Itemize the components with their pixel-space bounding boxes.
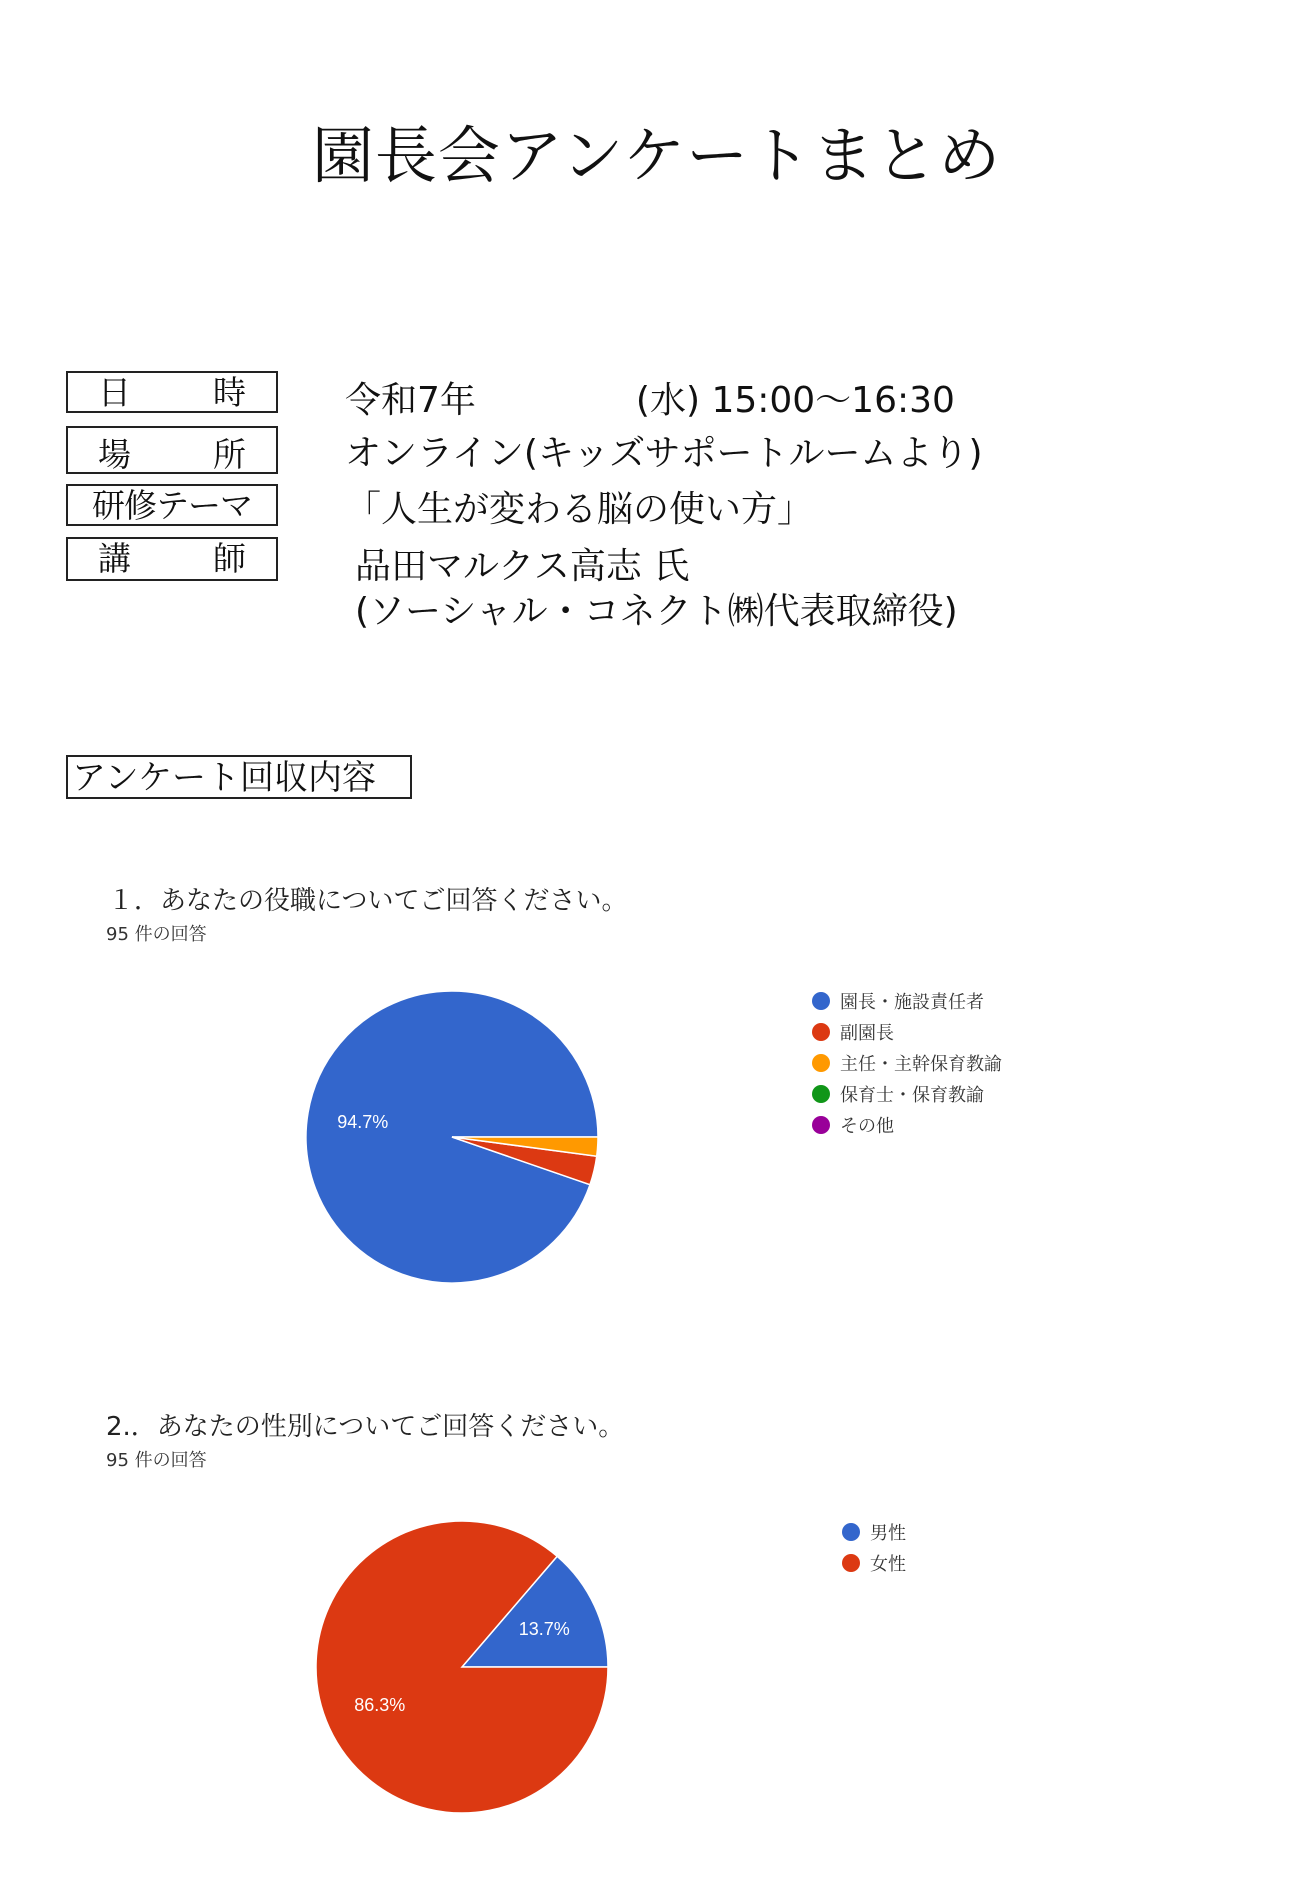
chart1-legend-dot-2: [812, 1054, 830, 1072]
chart1-legend-item-3: [812, 1078, 1002, 1109]
survey-section-title: アンケート回収内容: [66, 755, 412, 799]
date-label: 日 時: [66, 371, 278, 413]
chart1-legend-item-4: [812, 1109, 1002, 1140]
chart2-legend-item-0: [842, 1516, 906, 1547]
lecturer-label: 講 師: [66, 537, 278, 581]
chart2-data-label-0: 13.7%: [518, 1619, 570, 1640]
page-title: 園長会アンケートまとめ: [311, 118, 1002, 192]
chart1-pie: [300, 985, 620, 1295]
chart2-response-count: 95 件の回答: [106, 1450, 207, 1471]
chart1-legend-label-1: 副園長: [840, 1022, 894, 1044]
chart1-title: １．あなたの役職についてご回答ください。: [108, 886, 628, 916]
chart2-legend-label-1: 女性: [870, 1553, 906, 1575]
chart1-legend-label-2: 主任・主幹保育教諭: [840, 1053, 1002, 1075]
chart1-data-label-0: 94.7%: [337, 1111, 389, 1132]
chart1-legend-dot-3: [812, 1085, 830, 1103]
theme-label: 研修テーマ: [66, 484, 278, 526]
chart2-legend-label-0: 男性: [870, 1522, 906, 1544]
chart2-legend-dot-0: [842, 1523, 860, 1541]
lecturer-affiliation: (ソーシャル・コネクト㈱代表取締役): [355, 591, 958, 632]
chart1-legend-dot-0: [812, 992, 830, 1010]
lecturer-name: 品田マルクス高志 氏: [355, 546, 690, 587]
place-label: 場 所: [66, 426, 278, 474]
chart1-legend-label-3: 保育士・保育教諭: [840, 1084, 984, 1106]
chart1-legend-item-2: [812, 1047, 1002, 1078]
chart1-legend-item-0: [812, 985, 1002, 1016]
chart1-response-count: 95 件の回答: [106, 924, 207, 945]
theme-value: 「人生が変わる脳の使い方」: [345, 489, 814, 530]
chart1-legend-dot-1: [812, 1023, 830, 1041]
chart2-legend-dot-1: [842, 1554, 860, 1572]
chart1-legend-label-4: その他: [840, 1115, 894, 1137]
chart1-legend-dot-4: [812, 1116, 830, 1134]
chart2-legend: [842, 1516, 906, 1578]
place-value: オンライン(キッズサポートルームより): [345, 433, 983, 474]
chart1-legend-label-0: 園長・施設責任者: [840, 991, 984, 1013]
chart1-legend: [812, 985, 1002, 1140]
date-value: 令和7年 (水) 15:00～16:30: [345, 380, 955, 421]
chart2-pie: [310, 1515, 630, 1825]
chart2-data-label-1: 86.3%: [354, 1694, 406, 1715]
chart2-legend-item-1: [842, 1547, 906, 1578]
chart1-legend-item-1: [812, 1016, 1002, 1047]
chart2-title: 2.．あなたの性別についてご回答ください。: [106, 1412, 625, 1442]
